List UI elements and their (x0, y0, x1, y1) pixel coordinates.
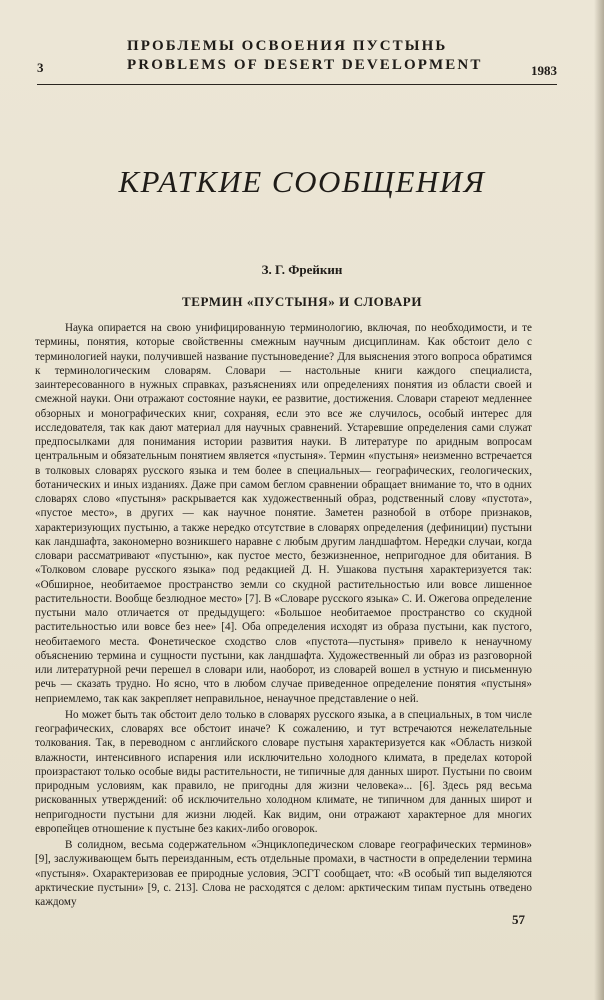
body-paragraph: В солидном, весьма содержательном «Энциклопедическом словаре географических терминов» [9], заслуживающем быть переизданным, есть отдельные промахи, в частности в определении термина «пустыня». Охарактеризовав ее природные условия, ЭСГТ сообщает, что: «В особый тип выделяются арктические пустыни» [9, с. 213]. Слова не расходятся с делом: арктическим типам пустынь отведено каждому (35, 839, 532, 908)
article-title: ТЕРМИН «ПУСТЫНЯ» И СЛОВАРИ (181, 294, 423, 309)
running-header (37, 38, 557, 106)
page-number: 57 (512, 912, 525, 927)
issue-number: 3 (37, 60, 44, 75)
body-paragraph: Но может быть так обстоит дело только в словарях русского языка, а в специальных, в том числе географических, словарях все обстоит иначе? К сожалению, и тут встречаются нежелательные толкования. Так, в переводном с английского словаре пустыня характеризуется как «Область низкой влажности, интенсивного испарения или исключительно холодного климата, в пределах которой произрастают только особые виды растительности, не типичные для данных широт. Пустыни по своим природным условиям, как правило, не пригодны для жизни человека»... [6]. Здесь ряд весьма рискованных утверждений: об исключительно холодном климате, не типичном для данных широт и непригодности пустыни для жизни людей. Как видим, они отражают характерное для многих европейцев отношение к пустыне без каких-либо оговорок. (35, 708, 532, 835)
journal-title-en: PROBLEMS OF DESERT DEVELOPMENT (127, 57, 483, 73)
article-author: З. Г. Фрейкин (261, 262, 343, 277)
header-rule (37, 84, 557, 85)
article-body (35, 321, 532, 909)
body-paragraph: Наука опирается на свою унифицированную терминологию, включая, по необходимости, и те термины, понятия, которые свойственны смежным научным дисциплинам. Как обстоит дело с терминологией науки, получившей название пустыноведение? Для выяснения этого вопроса обратимся к терминологическим словарям. Словари — настольные книги каждого специалиста, заинтересованного в нужных справках, разъяснениях или определениях понятия из области своей и смежной науки. Они отражают состояние науки, ее развитие, достижения. Словари стареют медленнее обзорных и монографических книг, сохраняя, если это все же случилось, особый интерес для исследователя, так как дают материал для научных сравнений. Устаревшие определения сами служат предпосылками для понимания истории развития науки. В литературе по аридным вопросам центральным и обязательным понятием является «пустыня». Термин «пустыня» неизменно встречается в толковых словарях русского языка и тем более в специальных— географических, геологических, ботанических и иных изданиях. Даже при самом беглом сравнении обращает внимание то, что в одних словарях слово «пустыня» раскрывается как художественный образ, родственный слову «пустота», «пустое место», в других — как научное понятие. Заметен разнобой в отборе признаков, характеризующих пустыню, а также нередко отсутствие в словарях определения (дефиниции) пустыни как ландшафта, закономерно возникшего наравне с любым другим ландшафтом. Нередки случаи, когда словари рассматривают «пустыню», как пустое место, безжизненное, непригодное для обитания. В «Толковом словаре русского языка» под редакцией Д. Н. Ушакова пустыня характеризуется так: «Обширное, необитаемое пространство земли со скудной растительностью или вовсе лишенное растительности. Вообще безлюдное место» [7]. В «Словаре русского языка» С. И. Ожегова определение пустыни мало отличается от предыдущего: «Большое необитаемое пространство со скудной растительностью или вовсе без нее» [4]. Оба определения исходят из образа пустыни, как пустого, необитаемого места. Фонетическое сходство слов «пустота—пустыня» привело к ненаучному объяснению термина и сущности пустыни, как ландшафта. Художественный ли образ из разговорной или литературной речи перешел в словари или, наоборот, из словарей вошел в устную и письменную речь — сказать трудно. Но ясно, что в любом случае приведенное определение понятия «пустыня» неприемлемо, так как закрепляет неправильное, ненаучное представление о ней. (35, 322, 532, 705)
section-title: КРАТКИЕ СООБЩЕНИЯ (118, 164, 486, 199)
issue-year: 1983 (531, 63, 557, 78)
page-edge-shadow (594, 0, 604, 1000)
journal-title-ru: ПРОБЛЕМЫ ОСВОЕНИЯ ПУСТЫНЬ (127, 38, 448, 54)
